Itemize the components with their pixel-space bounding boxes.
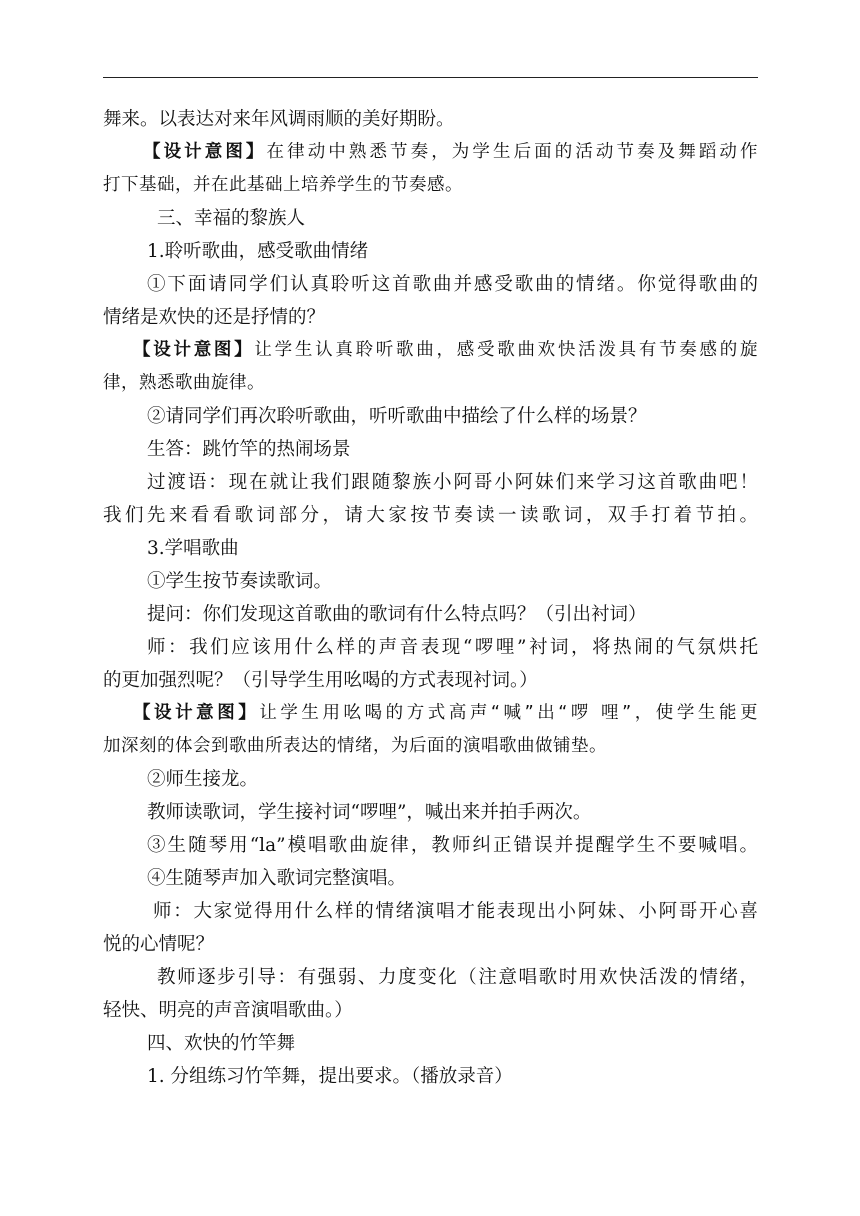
paragraph-line: 轻快、明亮的声音演唱歌曲。） xyxy=(103,1000,353,1021)
design-intent-continuation: 加深刻的体会到歌曲所表达的情绪，为后面的演唱歌曲做铺垫。 xyxy=(103,736,607,756)
paragraph-line: 悦的心情呢？ xyxy=(103,934,215,955)
paragraph-line: ①学生按节奏读歌词。 xyxy=(147,571,333,592)
paragraph-line: 教师逐步引导：有强弱、力度变化（注意唱歌时用欢快活泼的情绪， xyxy=(157,967,758,988)
design-intent-line xyxy=(103,334,758,367)
paragraph-line: 我们先来看看歌词部分，请大家按节奏读一读歌词，双手打着节拍。 xyxy=(103,505,758,526)
section-heading: 四、欢快的竹竿舞 xyxy=(147,1033,296,1054)
design-intent-tag: 【设计意图】 xyxy=(133,703,260,723)
paragraph-line: 生答：跳竹竿的热闹场景 xyxy=(147,439,351,460)
header-rule xyxy=(103,77,758,78)
paragraph-line: 的更加强烈呢？（引导学生用吆喝的方式表现衬词。） xyxy=(103,670,538,691)
paragraph-line: ③生随琴用“la”模唱歌曲旋律，教师纠正错误并提醒学生不要喊唱。 xyxy=(147,835,758,856)
subsection-heading: 3.学唱歌曲 xyxy=(147,538,239,559)
paragraph-line: 教师读歌词，学生接衬词“啰哩”，喊出来并拍手两次。 xyxy=(147,802,592,823)
design-intent-line xyxy=(103,136,758,169)
design-intent-continuation: 律，熟悉歌曲旋律。 xyxy=(103,373,265,393)
document-body xyxy=(103,103,758,1093)
subsection-heading: 1. 分组练习竹竿舞，提出要求。（播放录音） xyxy=(147,1066,513,1087)
paragraph-line: ①下面请同学们认真聆听这首歌曲并感受歌曲的情绪。你觉得歌曲的 xyxy=(147,274,758,295)
design-intent-tag: 【设计意图】 xyxy=(133,340,255,360)
design-intent-text: 让学生认真聆听歌曲，感受歌曲欢快活泼具有节奏感的旋 xyxy=(254,340,758,360)
paragraph-line: 情绪是欢快的还是抒情的？ xyxy=(103,307,326,328)
design-intent-text: 在律动中熟悉节奏，为学生后面的活动节奏及舞蹈动作 xyxy=(266,142,758,162)
paragraph-line: 师：大家觉得用什么样的情绪演唱才能表现出小阿妹、小阿哥开心喜 xyxy=(153,901,758,922)
subsection-heading: 1.聆听歌曲，感受歌曲情绪 xyxy=(147,241,369,262)
paragraph-line: 师：我们应该用什么样的声音表现“啰哩”衬词，将热闹的气氛烘托 xyxy=(147,637,758,658)
paragraph-line: 过渡语：现在就让我们跟随黎族小阿哥小阿妹们来学习这首歌曲吧！ xyxy=(147,472,758,493)
paragraph-line: ④生随琴声加入歌词完整演唱。 xyxy=(147,868,407,889)
design-intent-text: 让学生用吆喝的方式高声“喊”出“啰 哩”，使学生能更 xyxy=(259,703,758,723)
design-intent-tag: 【设计意图】 xyxy=(143,142,267,162)
section-heading: 三、幸福的黎族人 xyxy=(157,208,306,229)
paragraph-line: ②请同学们再次聆听歌曲，听听歌曲中描绘了什么样的场景？ xyxy=(147,406,647,427)
design-intent-continuation: 打下基础，并在此基础上培养学生的节奏感。 xyxy=(103,175,463,195)
paragraph-line: 舞来。以表达对来年风调雨顺的美好期盼。 xyxy=(103,109,455,130)
design-intent-line xyxy=(103,697,758,730)
paragraph-line: 提问：你们发现这首歌曲的歌词有什么特点吗？（引出衬词） xyxy=(147,604,647,625)
paragraph-line: ②师生接龙。 xyxy=(147,769,259,790)
